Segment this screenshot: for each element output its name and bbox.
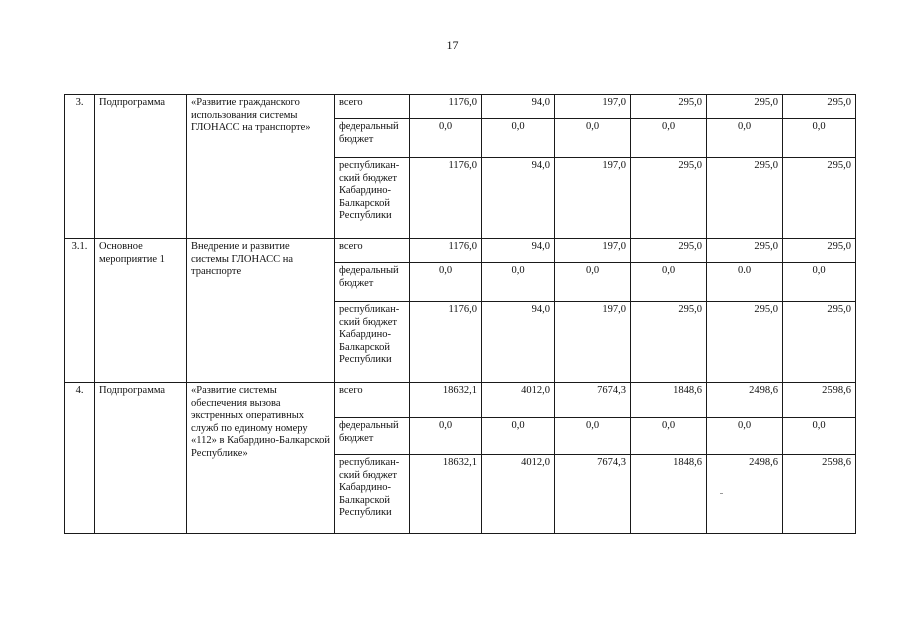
source-label: всего — [335, 95, 410, 119]
value-cell: 295,0 — [707, 158, 783, 239]
row-number: 4. — [65, 383, 95, 534]
value-cell: 295,0 — [631, 158, 707, 239]
source-label: республикан-ский бюджет Кабардино-Балкарской Республики — [335, 455, 410, 534]
source-label: федеральный бюджет — [335, 119, 410, 158]
value-cell: 295,0 — [707, 302, 783, 383]
value-cell: 18632,1 — [410, 455, 482, 534]
value-cell: 4012,0 — [482, 383, 555, 418]
value-cell: 197,0 — [555, 239, 631, 263]
value-cell: 197,0 — [555, 158, 631, 239]
scan-speck — [720, 493, 723, 494]
value-cell: 1176,0 — [410, 158, 482, 239]
value-cell: 0,0 — [555, 263, 631, 302]
value-cell: 295,0 — [707, 239, 783, 263]
value-cell: 295,0 — [783, 239, 856, 263]
source-label: федеральный бюджет — [335, 418, 410, 455]
row-type: Подпрограмма — [95, 383, 187, 534]
value-cell: 295,0 — [783, 95, 856, 119]
value-cell: 295,0 — [631, 302, 707, 383]
value-cell: 295,0 — [783, 302, 856, 383]
value-cell: 94,0 — [482, 239, 555, 263]
value-cell: 2498,6 — [707, 383, 783, 418]
row-name: «Развитие гражданского использования системы ГЛОНАСС на транспорте» — [187, 95, 335, 239]
source-label: федеральный бюджет — [335, 263, 410, 302]
row-type: Подпрограмма — [95, 95, 187, 239]
value-cell: 4012,0 — [482, 455, 555, 534]
value-cell: 94,0 — [482, 302, 555, 383]
value-cell: 0,0 — [555, 119, 631, 158]
row-name: Внедрение и развитие системы ГЛОНАСС на транспорте — [187, 239, 335, 383]
row-number: 3.1. — [65, 239, 95, 383]
page-number: 17 — [446, 38, 459, 52]
value-cell: 2598,6 — [783, 455, 856, 534]
value-cell: 0,0 — [783, 418, 856, 455]
source-label: республикан-ский бюджет Кабардино-Балкарской Республики — [335, 158, 410, 239]
value-cell: 0,0 — [707, 418, 783, 455]
value-cell: 197,0 — [555, 302, 631, 383]
value-cell: 7674,3 — [555, 383, 631, 418]
source-label: всего — [335, 383, 410, 418]
value-cell: 2498,6 — [707, 455, 783, 534]
value-cell: 0,0 — [783, 263, 856, 302]
source-label: всего — [335, 239, 410, 263]
value-cell: 0,0 — [482, 418, 555, 455]
value-cell: 0,0 — [631, 418, 707, 455]
value-cell: 1848,6 — [631, 383, 707, 418]
value-cell: 0,0 — [631, 119, 707, 158]
value-cell: 0.0 — [707, 263, 783, 302]
row-name: «Развитие системы обеспечения вызова экстренных оперативных служб по единому номеру «112» в Кабардино-Балкарской Республике» — [187, 383, 335, 534]
value-cell: 0,0 — [410, 119, 482, 158]
source-label: республикан-ский бюджет Кабардино-Балкарской Республики — [335, 302, 410, 383]
value-cell: 0,0 — [707, 119, 783, 158]
value-cell: 7674,3 — [555, 455, 631, 534]
value-cell: 0,0 — [482, 263, 555, 302]
value-cell: 197,0 — [555, 95, 631, 119]
table-row — [65, 383, 856, 418]
value-cell: 295,0 — [783, 158, 856, 239]
value-cell: 295,0 — [631, 239, 707, 263]
value-cell: 0,0 — [482, 119, 555, 158]
value-cell: 1176,0 — [410, 302, 482, 383]
value-cell: 0,0 — [410, 418, 482, 455]
table-row — [65, 95, 856, 119]
table-row — [65, 239, 856, 263]
value-cell: 0,0 — [555, 418, 631, 455]
value-cell: 0,0 — [410, 263, 482, 302]
row-type: Основное мероприятие 1 — [95, 239, 187, 383]
value-cell: 295,0 — [631, 95, 707, 119]
value-cell: 0,0 — [783, 119, 856, 158]
row-number: 3. — [65, 95, 95, 239]
value-cell: 0,0 — [631, 263, 707, 302]
value-cell: 295,0 — [707, 95, 783, 119]
value-cell: 18632,1 — [410, 383, 482, 418]
value-cell: 94,0 — [482, 158, 555, 239]
value-cell: 1176,0 — [410, 239, 482, 263]
budget-table — [64, 94, 856, 534]
value-cell: 1848,6 — [631, 455, 707, 534]
value-cell: 94,0 — [482, 95, 555, 119]
value-cell: 2598,6 — [783, 383, 856, 418]
value-cell: 1176,0 — [410, 95, 482, 119]
